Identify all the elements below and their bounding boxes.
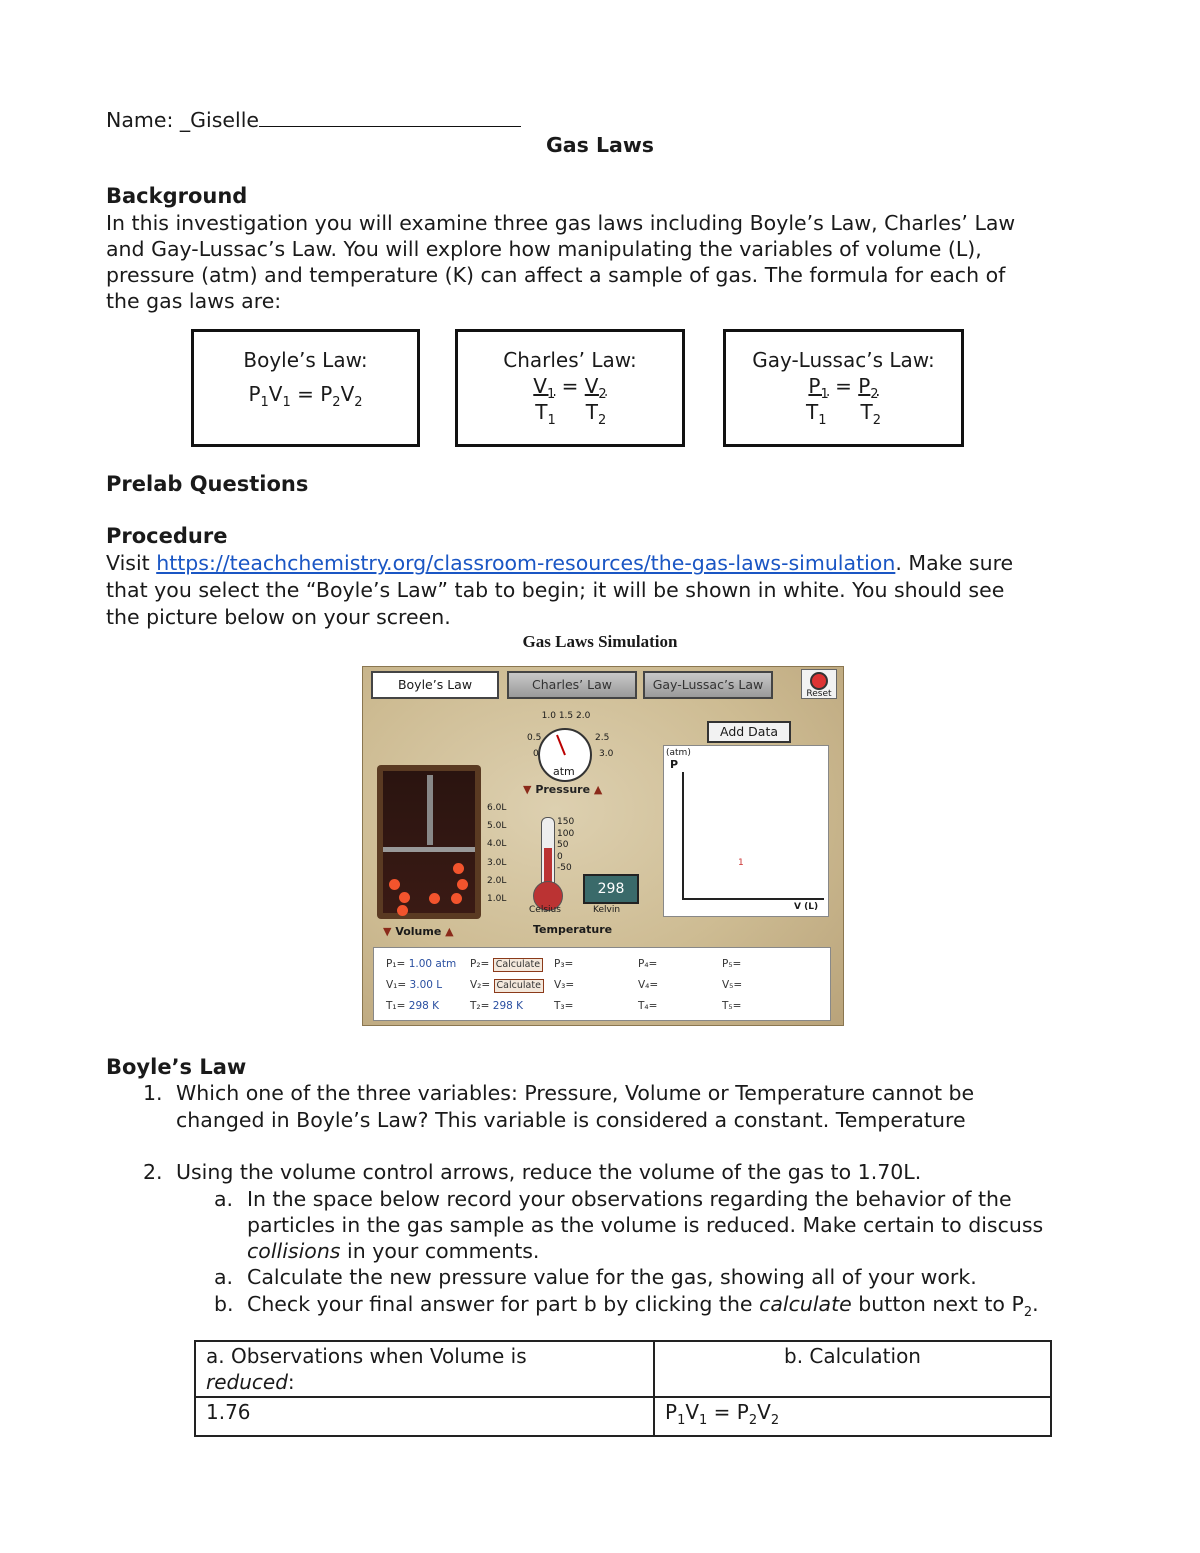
table-header-row: [195, 1341, 1051, 1397]
volume-scale: 6.0L 5.0L 4.0L 3.0L 2.0L 1.0L: [487, 803, 507, 905]
boyles-law-heading: Boyle’s Law: [106, 1055, 247, 1079]
piston[interactable]: [383, 847, 475, 852]
temperature-label: Temperature: [533, 923, 613, 936]
gas-particle: [397, 905, 408, 916]
charles-law-formula: $V_1 = V_2$ $T_1$ $T_2$: [533, 374, 607, 428]
thermometer: [541, 817, 555, 889]
q1-line-2: changed in Boyle’s Law? This variable is considered a constant. Temperature: [176, 1108, 966, 1132]
q2-line: Using the volume control arrows, reduce the volume of the gas to 1.70L.: [176, 1160, 922, 1184]
boyles-law-title: Boyle’s Law:: [243, 348, 368, 372]
pressure-down-arrow-icon[interactable]: ▼: [523, 783, 532, 796]
background-heading: Background: [106, 184, 248, 208]
charles-law-title: Charles’ Law:: [503, 348, 637, 372]
background-line-3: pressure (atm) and temperature (K) can affect a sample of gas. The formula for each of: [106, 263, 1006, 287]
gauge-tick-labels: 1.0 1.5 2.0: [541, 711, 591, 721]
observations-cell[interactable]: 1.76: [195, 1397, 654, 1436]
gas-particle: [399, 892, 410, 903]
gas-particle: [453, 863, 464, 874]
q2a-line-1: In the space below record your observations regarding the behavior of the: [247, 1187, 1012, 1211]
gas-laws-simulation: [362, 666, 844, 1026]
q1-number: 1.: [143, 1081, 163, 1105]
name-blank: [259, 125, 521, 127]
gauge-tick-0: 0: [533, 749, 539, 759]
gas-particle: [457, 879, 468, 890]
celsius-label: Celsius: [529, 905, 561, 915]
background-line-1: In this investigation you will examine three gas laws including Boyle’s Law, Charles’ Law: [106, 211, 1016, 235]
reset-button[interactable]: Reset: [801, 669, 837, 699]
name-label: Name: _Giselle: [106, 108, 260, 132]
volume-control[interactable]: ▼ Volume ▲: [383, 925, 454, 938]
q2c-line: Check your final answer for part b by clicking the calculate button next to $P_2$.: [247, 1292, 1039, 1321]
gauge-tick-0-5: 0.5: [527, 733, 542, 743]
gay-lussacs-law-title: Gay-Lussac’s Law:: [752, 348, 935, 372]
graph-x-label: V (L): [794, 902, 819, 912]
tab-charles-law[interactable]: Charles’ Law: [507, 671, 637, 699]
calculate-v2-button[interactable]: Calculate: [494, 979, 544, 993]
pressure-up-arrow-icon[interactable]: ▲: [593, 783, 603, 796]
data-readout: P₁= 1.00 atm V₁= 3.00 L T₁= 298 K P₂= Calculate V₂= Calculate T₂= 298 K P₃= V₃= T₃= P₄= V₄= T₄= P₅= V₅= T₅=: [373, 947, 831, 1021]
gas-particle: [451, 893, 462, 904]
document-title: Gas Laws: [545, 133, 655, 157]
pressure-control[interactable]: ▼ Pressure ▲: [523, 783, 603, 796]
gay-lussacs-law-box: [723, 329, 964, 447]
name-line: [106, 108, 521, 132]
table-row: [195, 1397, 1051, 1436]
gay-lussacs-law-formula: $P_1 = P_2$ $T_1$ $T_2$: [806, 374, 881, 428]
volume-up-arrow-icon[interactable]: ▲: [445, 925, 454, 938]
tab-gay-lussacs-law[interactable]: Gay-Lussac’s Law: [643, 671, 773, 699]
background-line-2: and Gay-Lussac’s Law. You will explore how manipulating the variables of volume (L),: [106, 237, 982, 261]
background-line-4: the gas laws are:: [106, 289, 282, 313]
celsius-scale: 150 100 50 0 -50: [557, 817, 575, 873]
figure-caption: Gas Laws Simulation: [522, 632, 678, 651]
boyles-law-box: [191, 329, 420, 447]
procedure-heading: Procedure: [106, 524, 228, 548]
piston-rod: [427, 775, 433, 845]
prelab-heading: Prelab Questions: [106, 472, 309, 496]
kelvin-label: Kelvin: [593, 905, 621, 915]
q2c-letter: b.: [214, 1292, 234, 1316]
q2a-letter: a.: [214, 1187, 234, 1211]
calculation-cell[interactable]: $P_1V_1 = P_2V_2$: [654, 1397, 1051, 1436]
add-data-button[interactable]: Add Data: [707, 721, 791, 743]
q1-line-1: Which one of the three variables: Pressure, Volume or Temperature cannot be: [176, 1081, 975, 1105]
gauge-unit: atm: [553, 765, 575, 778]
boyles-law-formula: $P_1V_1 = P_2V_2$: [248, 382, 363, 410]
calculate-p2-button[interactable]: Calculate: [493, 958, 543, 972]
simulation-link[interactable]: https://teachchemistry.org/classroom-resources/the-gas-laws-simulation: [156, 551, 896, 575]
reset-icon: [810, 672, 828, 690]
procedure-line-1: Visit https://teachchemistry.org/classroom-resources/the-gas-laws-simulation. Make sure: [106, 551, 1014, 575]
charles-law-box: [455, 329, 685, 447]
q2a-line-3: collisions in your comments.: [247, 1239, 540, 1263]
procedure-line-3: the picture below on your screen.: [106, 605, 451, 629]
gas-particle: [389, 879, 400, 890]
observation-table: [194, 1340, 1052, 1437]
q2b-line: Calculate the new pressure value for the gas, showing all of your work.: [247, 1265, 977, 1289]
kelvin-display: 298: [583, 874, 639, 904]
tab-boyles-law[interactable]: Boyle’s Law: [371, 671, 499, 699]
gauge-tick-3-0: 3.0: [599, 749, 614, 759]
q2b-letter: a.: [214, 1265, 234, 1289]
graph-y-label: P: [670, 758, 679, 771]
gas-particle: [429, 893, 440, 904]
q2-number: 2.: [143, 1160, 163, 1184]
observations-header: a. Observations when Volume is reduced:: [195, 1341, 654, 1397]
calculation-header: b. Calculation: [654, 1341, 1051, 1397]
gauge-tick-2-5: 2.5: [595, 733, 610, 743]
graph-data-point: 1: [738, 858, 744, 868]
volume-down-arrow-icon[interactable]: ▼: [383, 925, 392, 938]
q2a-line-2: particles in the gas sample as the volume is reduced. Make certain to discuss: [247, 1213, 1044, 1237]
graph-y-unit: (atm): [666, 748, 691, 758]
pv-graph: [663, 745, 829, 917]
procedure-line-2: that you select the “Boyle’s Law” tab to begin; it will be shown in white. You should see: [106, 578, 1005, 602]
